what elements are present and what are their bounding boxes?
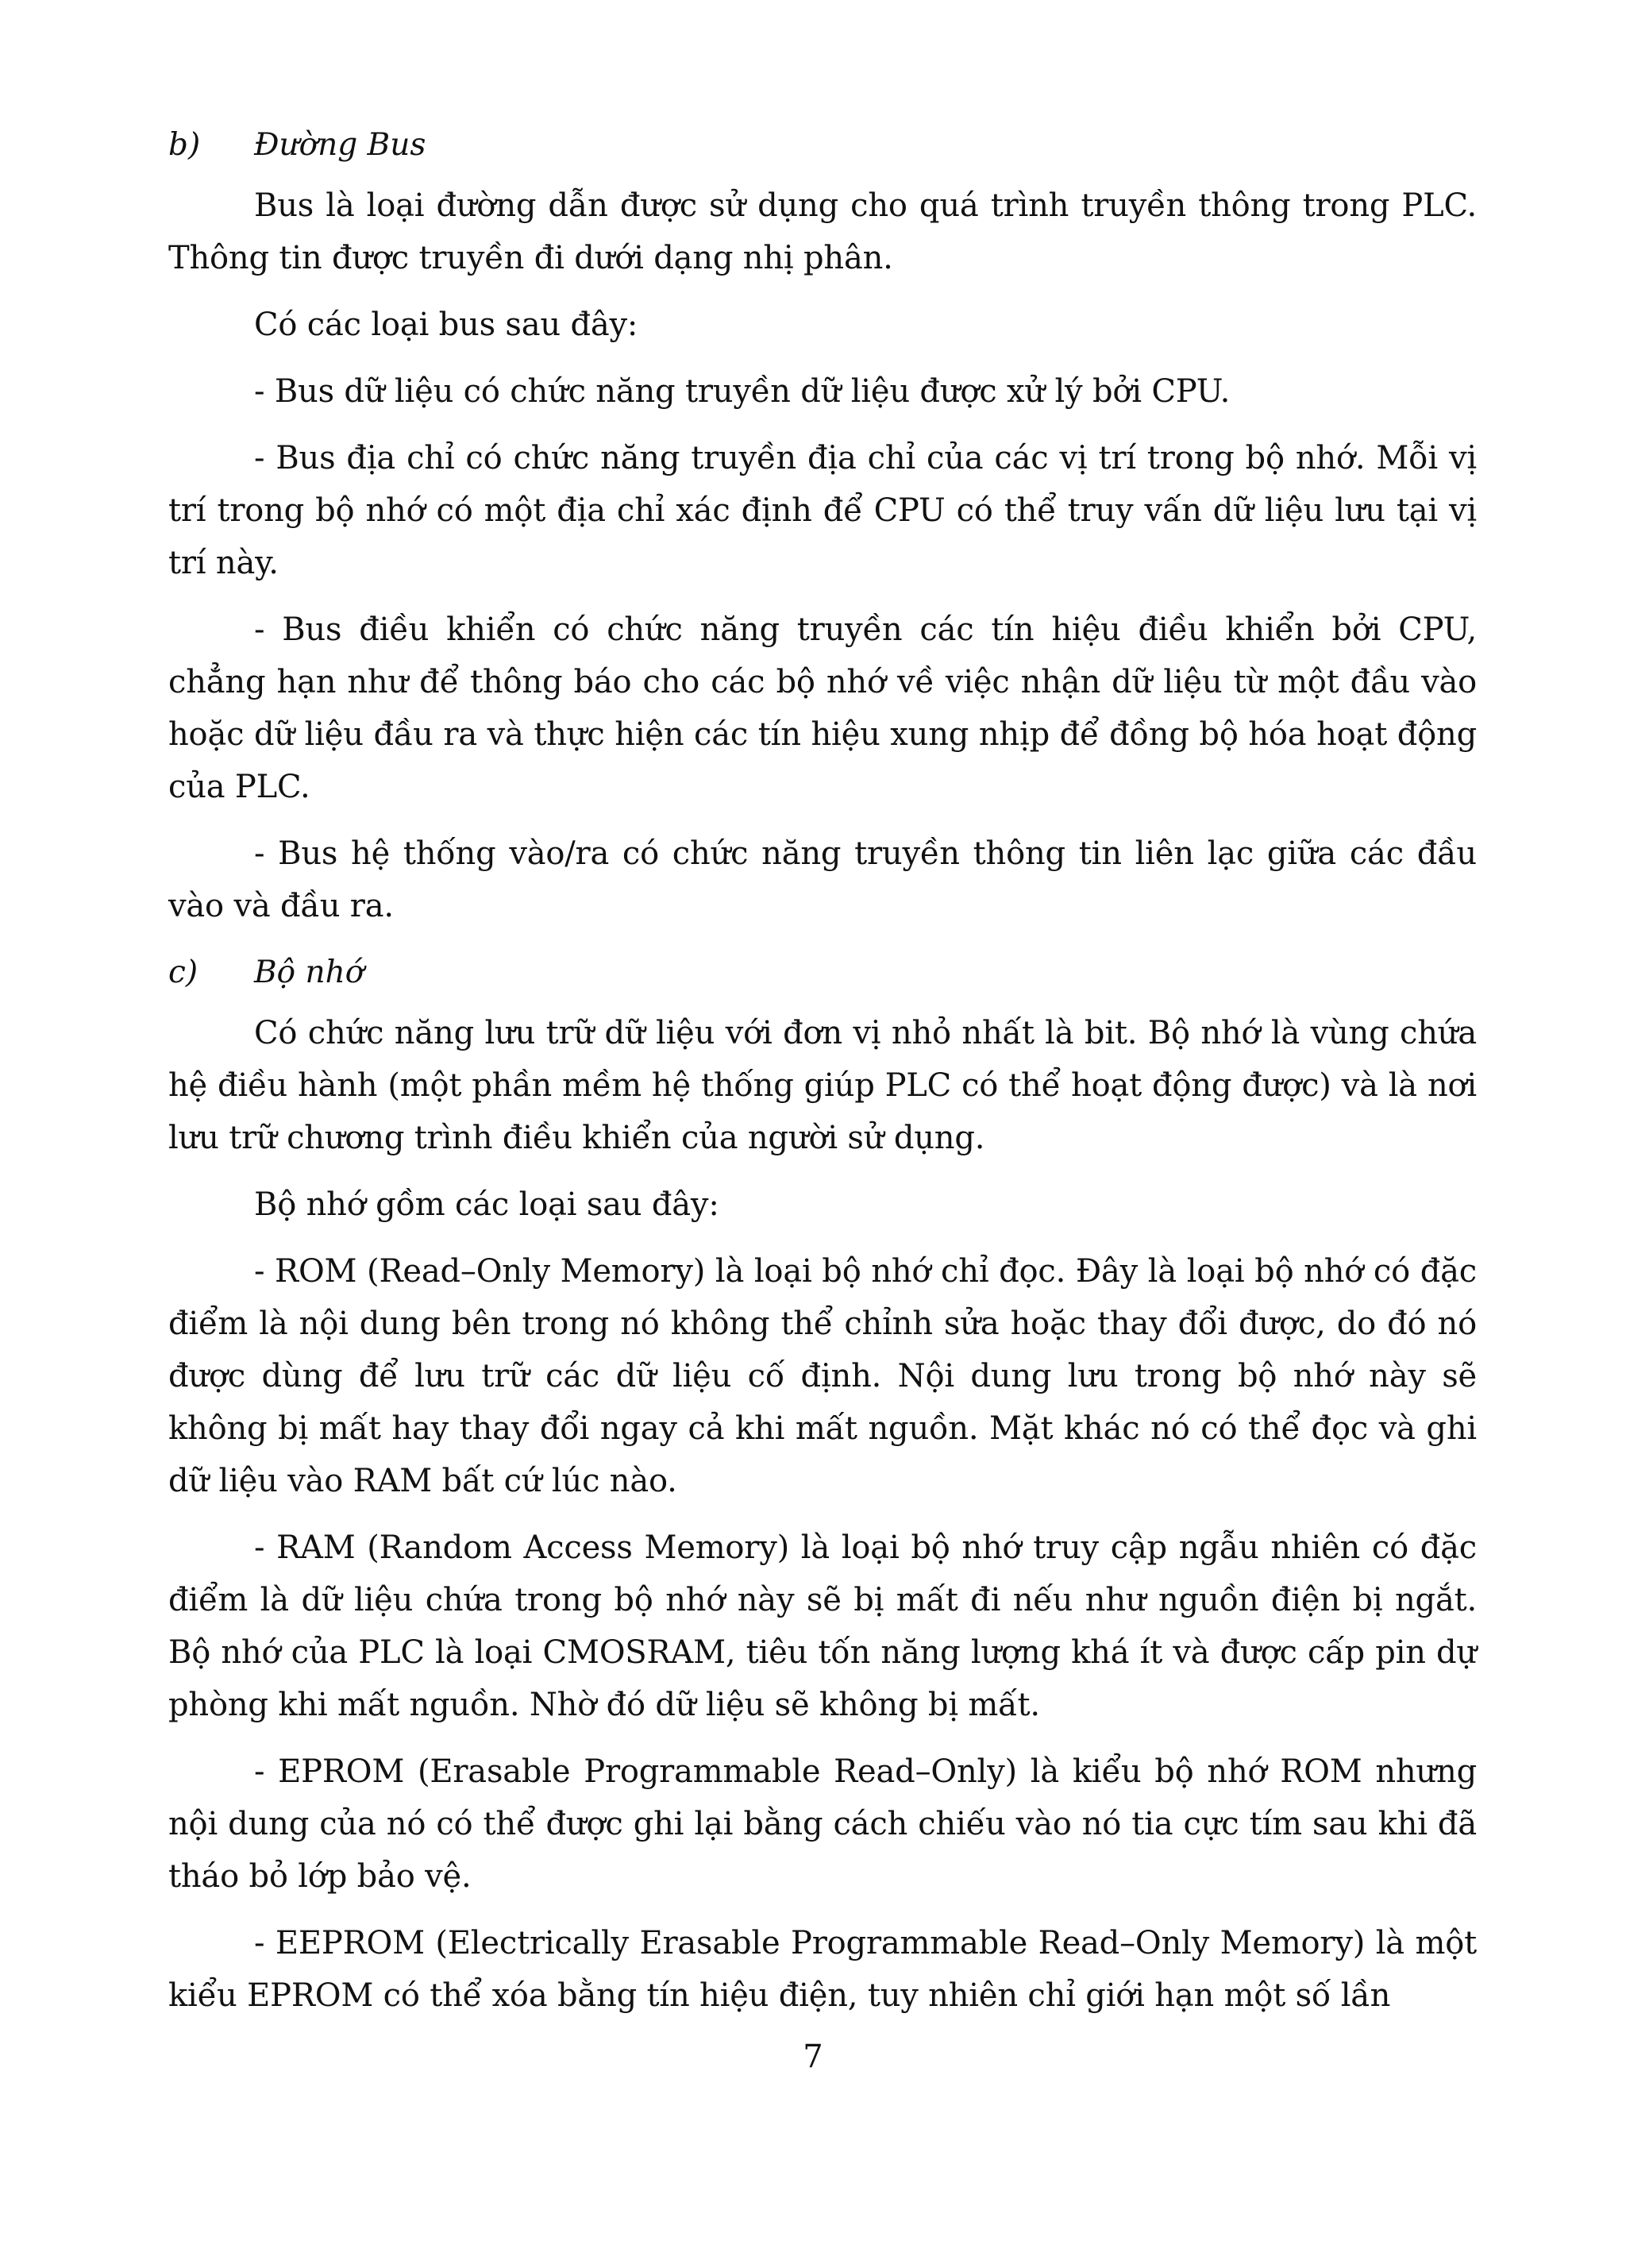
- list-item: - Bus địa chỉ có chức năng truyền địa chỉ của các vị trí trong bộ nhớ. Mỗi vị trí trong bộ nhớ có một địa chỉ xác định để CPU có thể truy vấn dữ liệu lưu tại vị trí này.: [168, 440, 1477, 581]
- page-number: 7: [803, 2038, 823, 2075]
- document-page: [168, 119, 1477, 2036]
- list-item: - EPROM (Erasable Programmable Read–Only) là kiểu bộ nhớ ROM nhưng nội dung của nó có thể được ghi lại bằng cách chiếu vào nó tia cực tím sau khi đã tháo bỏ lớp bảo vệ.: [168, 1753, 1477, 1895]
- list-item: - Bus dữ liệu có chức năng truyền dữ liệu được xử lý bởi CPU.: [254, 373, 1231, 410]
- paragraph: Có chức năng lưu trữ dữ liệu với đơn vị nhỏ nhất là bit. Bộ nhớ là vùng chứa hệ điều hành (một phần mềm hệ thống giúp PLC có thể hoạt động được) và là nơi lưu trữ chương trình điều khiển của người sử dụng.: [168, 1015, 1477, 1156]
- list-item: - ROM (Read–Only Memory) là loại bộ nhớ chỉ đọc. Đây là loại bộ nhớ có đặc điểm là nội dung bên trong nó không thể chỉnh sửa hoặc thay đổi được, do đó nó được dùng để lưu trữ các dữ liệu cố định. Nội dung lưu trong bộ nhớ này sẽ không bị mất hay thay đổi ngay cả khi mất nguồn. Mặt khác nó có thể đọc và ghi dữ liệu vào RAM bất cứ lúc nào.: [168, 1253, 1477, 1499]
- section-marker: c): [168, 955, 198, 990]
- paragraph: Bus là loại đường dẫn được sử dụng cho quá trình truyền thông trong PLC. Thông tin được truyền đi dưới dạng nhị phân.: [168, 187, 1477, 276]
- list-item: - Bus điều khiển có chức năng truyền các tín hiệu điều khiển bởi CPU, chẳng hạn như để thông báo cho các bộ nhớ về việc nhận dữ liệu từ một đầu vào hoặc dữ liệu đầu ra và thực hiện các tín hiệu xung nhịp để đồng bộ hóa hoạt động của PLC.: [168, 611, 1477, 805]
- list-item: - Bus hệ thống vào/ra có chức năng truyền thông tin liên lạc giữa các đầu vào và đầu ra.: [168, 835, 1477, 924]
- section-heading-memory: [168, 947, 1477, 999]
- section-marker: b): [168, 127, 201, 163]
- section-title: Bộ nhớ: [254, 955, 364, 990]
- list-item: - EEPROM (Electrically Erasable Programmable Read–Only Memory) là một kiểu EPROM có thể xóa bằng tín hiệu điện, tuy nhiên chỉ giới hạn một số lần: [168, 1925, 1477, 2014]
- section-title: Đường Bus: [254, 127, 426, 163]
- section-heading-bus: [168, 119, 1477, 172]
- paragraph: Có các loại bus sau đây:: [254, 307, 638, 343]
- paragraph: Bộ nhớ gồm các loại sau đây:: [254, 1186, 719, 1223]
- list-item: - RAM (Random Access Memory) là loại bộ nhớ truy cập ngẫu nhiên có đặc điểm là dữ liệu chứa trong bộ nhớ này sẽ bị mất đi nếu như nguồn điện bị ngắt. Bộ nhớ của PLC là loại CMOSRAM, tiêu tốn năng lượng khá ít và được cấp pin dự phòng khi mất nguồn. Nhờ đó dữ liệu sẽ không bị mất.: [168, 1529, 1477, 1723]
